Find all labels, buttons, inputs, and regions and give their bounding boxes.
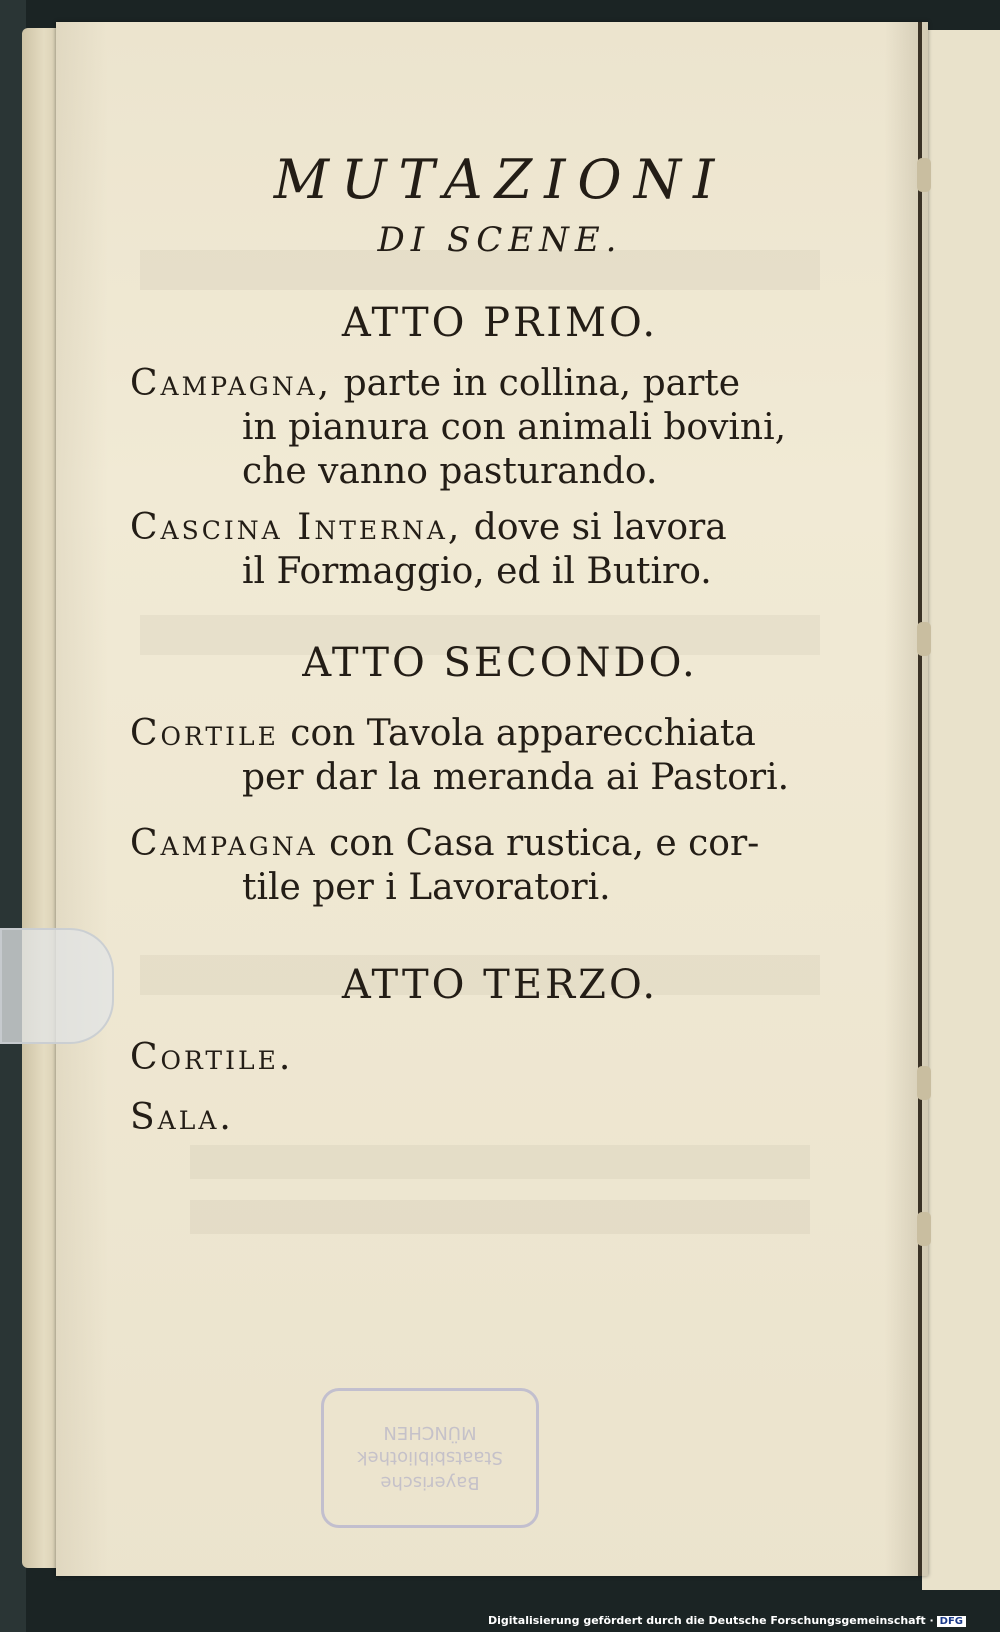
scene-description: che vanno pasturando. [242,451,658,492]
stamp-line: Staatsbibliothek [357,1447,503,1468]
scene-name: Campagna [130,823,318,864]
bleed-through-mark [190,1200,810,1234]
scene-name: Sala. [130,1097,234,1138]
scene-entry [130,362,786,494]
scene-name: Cascina Interna, [130,507,463,548]
scene-entry [130,506,727,594]
act-heading: ATTO SECONDO. [302,640,698,686]
digitization-credit [488,1614,966,1627]
act-heading: ATTO TERZO. [341,962,659,1008]
scene-entry [130,712,789,800]
scene-description: con Casa rustica, e cor- [329,823,760,864]
scene-description: dove si lavora [473,507,727,548]
library-stamp [321,1388,539,1528]
stamp-line: Bayerische [380,1472,480,1493]
scene-description: il Formaggio, ed il Butiro. [242,551,712,592]
next-page-edge [922,30,1000,1590]
scene-description: parte in collina, parte [343,363,741,404]
credit-text: Digitalisierung gefördert durch die Deutsche Forschungsgemeinschaft · [487,1614,934,1627]
scene-name: Cortile. [130,1037,294,1078]
dfg-logo: DFG [937,1616,966,1627]
bleed-through-mark [190,1145,810,1179]
scene-name: Campagna, [130,363,333,404]
page-subtitle: DI SCENE. [377,220,623,260]
binding-stitch [917,1066,931,1100]
page-title: MUTAZIONI [273,148,727,211]
binding-stitch [917,1212,931,1246]
scene-description: con Tavola apparecchiata [290,713,756,754]
scene-entry [130,822,759,910]
act-heading: ATTO PRIMO. [341,300,659,346]
scene-name: Cortile [130,713,279,754]
scene-description: in pianura con animali bovini, [242,407,787,448]
stamp-line: MÜNCHEN [383,1422,477,1443]
scene-description: tile per i Lavoratori. [242,867,611,908]
scene-description: per dar la meranda ai Pastori. [242,757,790,798]
